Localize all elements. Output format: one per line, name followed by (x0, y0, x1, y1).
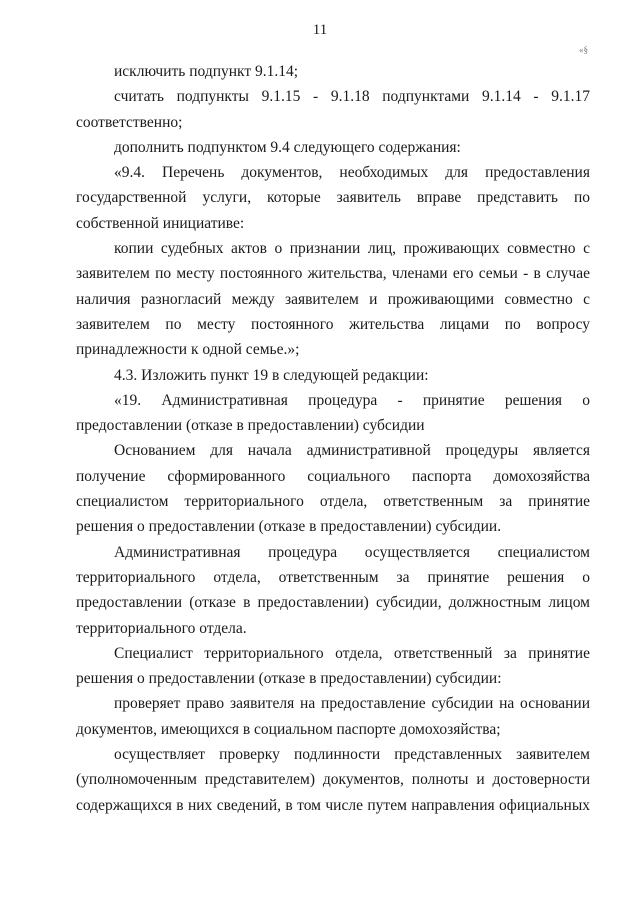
paragraph-5: копии судебных актов о признании лиц, проживающих совместно с заявителем по месту постоянного жительства, членами его семьи - в случае наличия разногласий между заявителем и проживающими совместно с заявителем по месту постоянного жительства лицами по вопросу принадлежности к одной семье.»; (76, 240, 590, 359)
document-body (76, 59, 590, 818)
paragraph-7: «19. Административная процедура - принятие решения о предоставлении (отказе в предоставлении) субсидии (76, 391, 590, 435)
paragraph-11: проверяет право заявителя на предоставление субсидии на основании документов, имеющихся в социальном паспорте домохозяйства; (76, 695, 590, 738)
paragraph-2: считать подпункты 9.1.15 - 9.1.18 подпунктами 9.1.14 - 9.1.17 соответственно; (76, 88, 590, 131)
paragraph-1: исключить подпункт 9.1.14; (114, 63, 299, 80)
paragraph-3: дополнить подпунктом 9.4 следующего содержания: (114, 138, 461, 156)
page-number: 11 (312, 22, 328, 38)
paragraph-9: Административная процедура осуществляется специалистом территориального отдела, ответственным за принятие решения о предоставлении (отказе в предоставлении) субсидии, должностным лицом территориального отдела. (76, 543, 590, 637)
paragraph-10: Специалист территориального отдела, ответственный за принятие решения о предоставлении (отказе в предоставлении) субсидии: (76, 644, 590, 688)
paragraph-4: «9.4. Перечень документов, необходимых для предоставления государственной услуги, которые заявитель вправе представить по собственной инициативе: (76, 164, 590, 232)
paragraph-8: Основанием для начала административной процедуры является получение сформированного социального паспорта домохозяйства специалистом территориального отдела, ответственным за принятие решения о предоставлении (отказе в предоставлении) субсидии. (76, 442, 590, 536)
scan-mark: «§ (579, 45, 588, 55)
paragraph-6: 4.3. Изложить пункт 19 в следующей редакции: (114, 366, 429, 384)
paragraph-12: осуществляет проверку подлинности представленных заявителем (уполномоченным представителем) документов, полноты и достоверности содержащихся в них сведений, в том числе путем направления официальных (76, 746, 590, 814)
